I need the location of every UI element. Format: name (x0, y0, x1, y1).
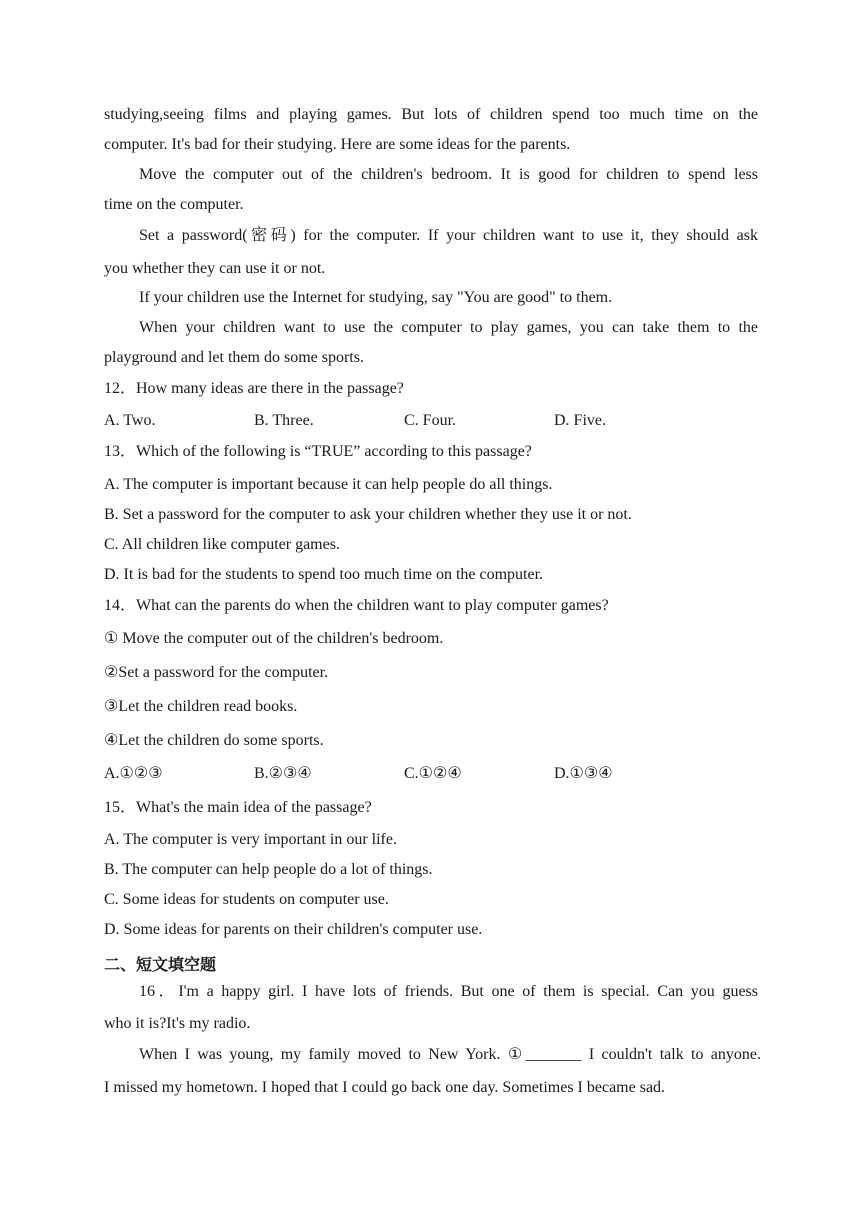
passage-line: computer. It's bad for their studying. Here are some ideas for the parents. (104, 136, 571, 153)
question-stem: 12．How many ideas are there in the passage? (104, 380, 404, 397)
option: A. Two. (104, 412, 156, 429)
passage-line: I missed my hometown. I hoped that I could go back one day. Sometimes I became sad. (104, 1079, 666, 1096)
option: C. All children like computer games. (104, 536, 340, 553)
passage-line: you whether they can use it or not. (104, 260, 326, 277)
passage-line: time on the computer. (104, 196, 244, 213)
option: B.②③④ (254, 765, 312, 782)
passage-line: When your children want to use the computer to play games, you can take them to the (139, 319, 758, 336)
option: A.①②③ (104, 765, 163, 782)
passage-line: who it is?It's my radio. (104, 1015, 251, 1032)
passage-line: If your children use the Internet for studying, say "You are good" to them. (139, 289, 613, 306)
option: A. The computer is very important in our life. (104, 831, 397, 848)
question-stem: 15．What's the main idea of the passage? (104, 799, 372, 816)
option: C. Some ideas for students on computer use. (104, 891, 389, 908)
option: B. Three. (254, 412, 314, 429)
passage-line: Set a password(密码) for the computer. If your children want to use it, they should ask (139, 227, 758, 244)
passage-line: playground and let them do some sports. (104, 349, 364, 366)
list-item: ④Let the children do some sports. (104, 732, 324, 749)
list-item: ① Move the computer out of the children's bedroom. (104, 630, 444, 647)
list-item: ③Let the children read books. (104, 698, 298, 715)
passage-line: 16．I'm a happy girl. I have lots of friends. But one of them is special. Can you guess (139, 983, 758, 1000)
passage-line: studying,seeing films and playing games. But lots of children spend too much time on the (104, 106, 758, 123)
passage-line: Move the computer out of the children's bedroom. It is good for children to spend less (139, 166, 758, 183)
option: D. Some ideas for parents on their children's computer use. (104, 921, 483, 938)
option: B. Set a password for the computer to ask your children whether they use it or not. (104, 506, 632, 523)
question-stem: 13．Which of the following is “TRUE” according to this passage? (104, 443, 532, 460)
option: D. Five. (554, 412, 606, 429)
option: C. Four. (404, 412, 457, 429)
passage-line: When I was young, my family moved to New York. ①_______ I couldn't talk to anyone. (139, 1046, 761, 1063)
question-stem: 14．What can the parents do when the children want to play computer games? (104, 597, 609, 614)
list-item: ②Set a password for the computer. (104, 664, 329, 681)
option: C.①②④ (404, 765, 462, 782)
section-heading: 二、短文填空题 (104, 955, 217, 974)
option: A. The computer is important because it can help people do all things. (104, 476, 553, 493)
option: D.①③④ (554, 765, 613, 782)
option: B. The computer can help people do a lot of things. (104, 861, 433, 878)
option: D. It is bad for the students to spend too much time on the computer. (104, 566, 544, 583)
